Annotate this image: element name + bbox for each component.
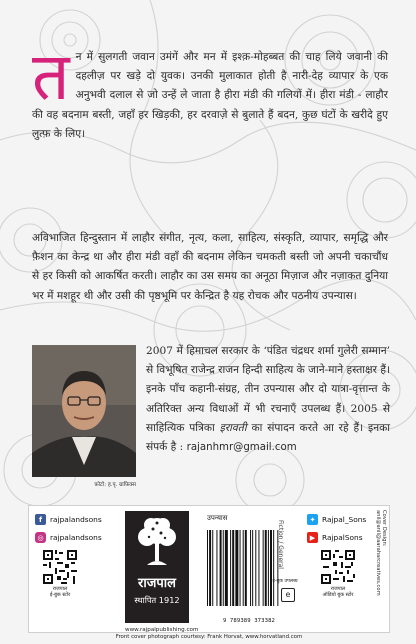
blurb-text-1: न में सुलगती जवान उमंगें और मन में इश्क़-मोहब्बत की चाह लिये जवानी की दहलीज़ पर खड़े दो युवक। उनकी मुलाकात होती है नारी-देह व्यापार के एक अनुभवी दलाल से जो उन्हें ले जाता है हीरा मंडी की गलियों में। हीरा मंडी - लाहौर की वह बदनाम बस्ती, जहाँ हर खिड़की, हर दरवाज़े से बुलाते हैं बदन, कुछ घंटों के खरीदे हुए लुत्फ़ के लिए। <box>32 51 388 140</box>
ebook-icon: e <box>281 588 295 602</box>
author-bio-text-2: का संपादन करते आ रहे हैं। इनका संपर्क है : <box>146 421 390 454</box>
front-cover-photo-credit: Front cover photograph courtesy: Frank Horvat, www.horvatland.com <box>115 634 303 640</box>
ebook-store-qr-code[interactable] <box>43 550 77 584</box>
publisher-name: राजपाल <box>138 576 176 591</box>
twitter-handle: Rajpal_Sons <box>322 515 367 524</box>
magazine-name: इरावती <box>219 421 247 434</box>
twitter-link[interactable] <box>307 514 366 525</box>
instagram-icon: ◎ <box>35 532 46 543</box>
publisher-established: स्थापित 1912 <box>134 595 180 605</box>
instagram-link[interactable] <box>35 532 102 543</box>
tree-icon <box>125 511 189 571</box>
publisher-url[interactable]: www.rajpalpublishing.com <box>125 627 199 633</box>
author-email-link[interactable]: rajanhmr@gmail.com <box>186 442 297 454</box>
twitter-icon: ✦ <box>307 514 318 525</box>
ebook-store-caption: राजपाल ई-बुक स्टोर <box>49 586 71 598</box>
isbn-number: 9 789389 373382 <box>222 618 276 624</box>
cover-design-credit: Cover Design: anil@anil@aaraharcreatives.com <box>375 510 387 596</box>
facebook-icon: f <box>35 514 46 525</box>
youtube-link[interactable] <box>307 532 363 543</box>
instagram-handle: rajpalandsons <box>50 533 102 542</box>
author-bio <box>146 342 390 457</box>
drop-cap: त <box>32 38 70 115</box>
author-bio-text: 2007 में हिमाचल सरकार के ‘पंडित चंद्रधर शर्मा गुलेरी सम्मान’ से विभूषित राजेन्द्र राजन हिन्दी साहित्य के जाने-माने हस्ताक्षर हैं। इनके पाँच कहानी-संग्रह, तीन उपन्यास और दो यात्रा-वृत्तान्त के अतिरिक्त अन्य विधाओं में भी रचनाएँ उपलब्ध हैं। 2005 से साहित्यिक पत्रिका <box>146 345 390 434</box>
ebook-available-label: ई-बुक उपलब्ध <box>272 579 298 584</box>
author-photo <box>32 345 136 477</box>
facebook-link[interactable] <box>35 514 102 525</box>
blurb-paragraph-2: अविभाजित हिन्दुस्तान में लाहौर संगीत, नृत्य, कला, साहित्य, संस्कृति, व्यापार, समृद्धि और फ़ैशन का केन्द्र था और हीरा मंडी वहाँ की बदनाम लेकिन चमकती बस्ती जो अपनी चकाचौंध से हर किसी को आकर्षित करती। लाहौर का उस समय का अनूठा मिज़ाज और नज़ाकत दुनिया भर में मशहूर थी और उसी की पृष्ठभूमि पर केन्द्रित है यह रोचक और पठनीय उपन्यास। <box>32 232 388 302</box>
audiobook-store-qr-code[interactable] <box>321 550 355 584</box>
audiobook-store-caption: राजपाल ऑडियो बुक स्टोर <box>322 586 354 598</box>
blurb-paragraph-1 <box>32 38 388 144</box>
genre-label: उपन्यास <box>207 514 228 522</box>
photo-credit: फ़ोटो: ह.पृ. ग्राफ़िक्स <box>94 482 136 488</box>
publisher-panel <box>28 505 390 633</box>
genre-english: Fiction / General <box>277 520 284 569</box>
facebook-handle: rajpalandsons <box>50 515 102 524</box>
youtube-handle: RajpalSons <box>322 533 363 542</box>
publisher-logo <box>125 511 189 623</box>
youtube-icon: ▶ <box>307 532 318 543</box>
